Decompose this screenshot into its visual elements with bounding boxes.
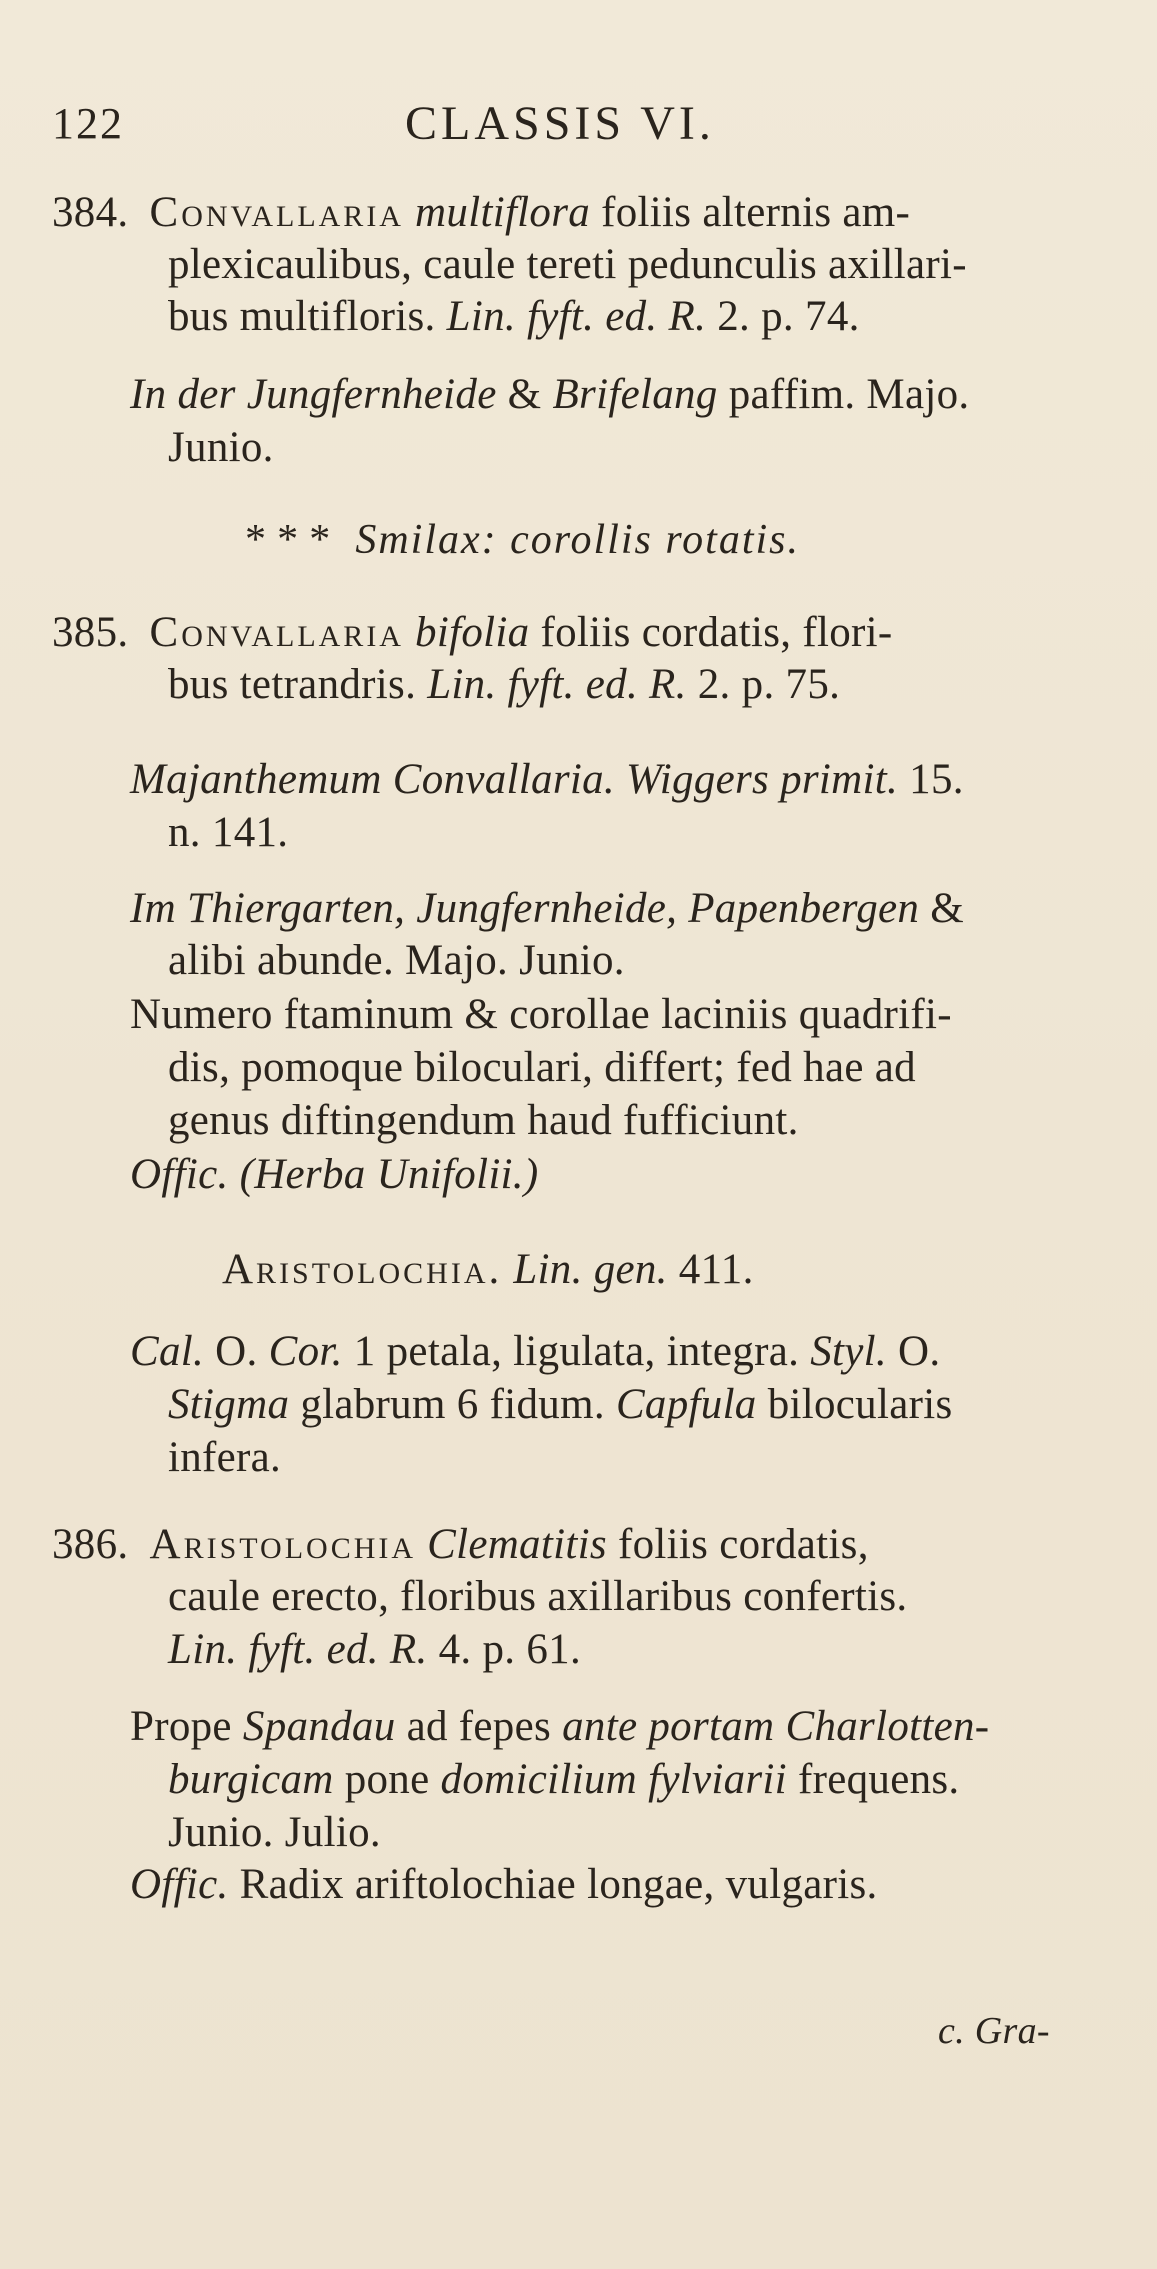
entry-386-line-6: Junio. Julio. — [168, 1809, 381, 1856]
section-heading-smilax: * * * Smilax: corollis rotatis. — [245, 517, 801, 563]
genus-name: Convallaria — [149, 189, 404, 236]
stars: * * * — [245, 517, 331, 563]
entry-385-line-7: Numero ftaminum & corollae laciniis quadrifi- — [130, 991, 952, 1038]
page-header-title: CLASSIS VI. — [405, 97, 715, 150]
entry-386-line-5: burgicam pone domicilium fylviarii frequens. — [168, 1756, 960, 1803]
entry-386-line-1: 386. Aristolochia Clematitis foliis cordatis, — [52, 1521, 869, 1568]
entry-number: 385. — [52, 609, 129, 656]
entry-385-line-9: genus diftingendum haud fufficiunt. — [168, 1097, 799, 1144]
species-name: bifolia — [415, 609, 530, 656]
entry-number: 384. — [52, 189, 129, 236]
genus-heading-aristolochia: Aristolochia. Lin. gen. 411. — [222, 1246, 754, 1293]
entry-384-line-4: In der Jungfernheide & Brifelang paffim. Majo. — [130, 371, 970, 418]
entry-number: 386. — [52, 1521, 129, 1568]
genus-description-line-3: infera. — [168, 1434, 282, 1481]
entry-386-line-4: Prope Spandau ad fepes ante portam Charlotten- — [130, 1703, 990, 1750]
entry-385-line-10: Offic. (Herba Unifolii.) — [130, 1151, 539, 1198]
genus-description-line-2: Stigma glabrum 6 fidum. Capfula bilocularis — [168, 1381, 953, 1428]
catchword: c. Gra- — [938, 2010, 1050, 2052]
genus-description-line-1: Cal. O. Cor. 1 petala, ligulata, integra. Styl. O. — [130, 1328, 941, 1375]
entry-385-line-1: 385. Convallaria bifolia foliis cordatis, flori- — [52, 609, 893, 656]
entry-385-line-6: alibi abunde. Majo. Junio. — [168, 937, 625, 984]
entry-384-line-2: plexicaulibus, caule tereti pedunculis axillari- — [168, 241, 967, 288]
species-name: multiflora — [415, 189, 591, 236]
entry-385-line-2: bus tetrandris. Lin. fyft. ed. R. 2. p. 75. — [168, 661, 841, 708]
entry-386-line-3: Lin. fyft. ed. R. 4. p. 61. — [168, 1626, 582, 1673]
page-number: 122 — [52, 99, 124, 148]
entry-385-line-8: dis, pomoque biloculari, differt; fed hae ad — [168, 1044, 916, 1091]
genus-name: Convallaria — [149, 609, 404, 656]
entry-384-line-1: 384. Convallaria multiflora foliis alternis am- — [52, 189, 911, 236]
entry-386-line-7: Offic. Radix ariftolochiae longae, vulgaris. — [130, 1861, 878, 1908]
species-name: Clematitis — [427, 1521, 607, 1568]
entry-384-line-5: Junio. — [168, 424, 274, 471]
entry-385-line-4: n. 141. — [168, 809, 289, 856]
entry-385-line-5: Im Thiergarten, Jungfernheide, Papenbergen & — [130, 885, 965, 932]
entry-386-line-2: caule erecto, floribus axillaribus confertis. — [168, 1573, 908, 1620]
entry-384-line-3: bus multifloris. Lin. fyft. ed. R. 2. p. 74. — [168, 293, 860, 340]
entry-385-line-3: Majanthemum Convallaria. Wiggers primit. 15. — [130, 756, 964, 803]
genus-name: Aristolochia — [149, 1521, 417, 1568]
